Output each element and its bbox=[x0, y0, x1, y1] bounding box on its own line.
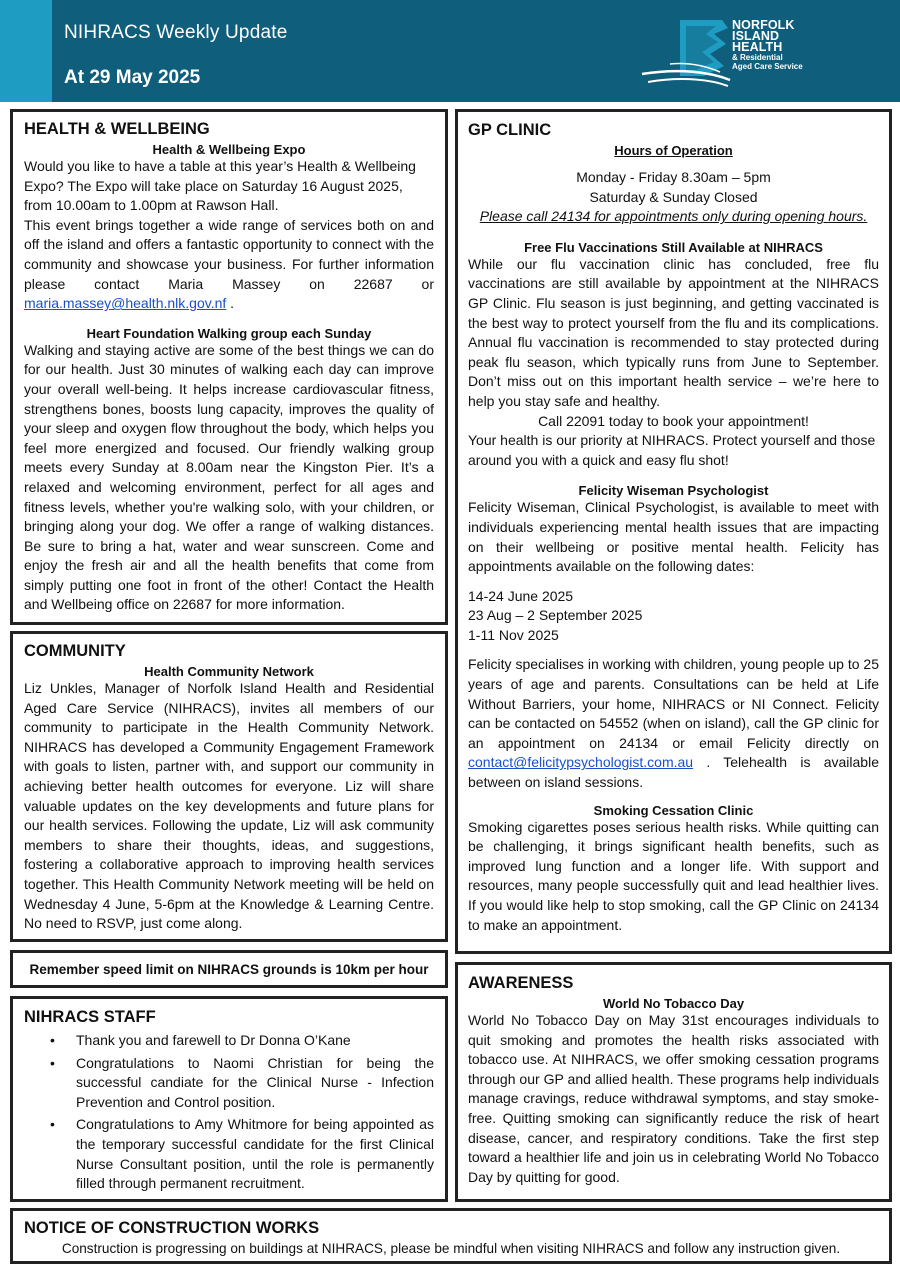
staff-section bbox=[10, 996, 448, 1202]
list-item: • Congratulations to Amy Whitmore for being appointed as the temporary successful candidate for the first Clinical Nurse Consultant position, until the role is permanently filled through permanent recruitment. bbox=[24, 1115, 434, 1193]
list-item: • Thank you and farewell to Dr Donna O’Kane bbox=[24, 1031, 434, 1051]
health-wellbeing-section bbox=[10, 109, 448, 625]
logo-wordmark bbox=[732, 20, 803, 71]
smoking-cessation-paragraph: Smoking cigarettes poses serious health risks. While quitting can be challenging, it brings significant health benefits, such as improved lung function and a longer life. With support and resources, many people successfully quit and lead healthier lives. If you would like help to stop smoking, call the GP Clinic on 24134 to make an appointment. bbox=[468, 818, 879, 933]
speed-limit-notice bbox=[10, 950, 448, 988]
world-no-tobacco-day-paragraph: World No Tobacco Day on May 31st encourages individuals to quit smoking and promotes the health risks associated with tobacco use. At NIHRACS, we offer smoking cessation programs through our GP and allied health. These programs help individuals manage cravings, reduce withdrawal symptoms, and stay smoke-free. Quitting smoking can significantly reduce the risk of heart disease, cancer, and respiratory conditions. Take the first step toward a healthier life and join us in celebrating World No Tobacco Day by quitting for good. bbox=[468, 1012, 879, 1185]
logo-line: Aged Care Service bbox=[732, 62, 803, 71]
smoking-cessation-title: Smoking Cessation Clinic bbox=[593, 802, 754, 818]
flu-paragraph: While our flu vaccination clinic has concluded, free flu vaccinations are still available by appointment at the NIHRACS GP Clinic. Flu season is just beginning, and getting vaccinated is the best way to protect yourself from the flu and its complications. Annual flu vaccination is recommended to stay protected during peak flu season, which typically runs from June to September. Don’t miss out on this important health service – we’re here to help you stay safe and healthy. bbox=[468, 255, 879, 409]
expo-paragraph: Would you like to have a table at this year’s Health & Wellbeing Expo? The Expo will take place on Saturday 16 August 2025, from 10.00am to 1.00pm at Rawson Hall. bbox=[24, 158, 416, 214]
expo-info-end: . bbox=[226, 295, 235, 312]
flu-priority: Your health is our priority at NIHRACS. Protect yourself and those around you with a quick and easy flu shot! bbox=[468, 432, 876, 468]
list-item: 14-24 June 2025 bbox=[468, 587, 574, 604]
newsletter-date: At 29 May 2025 bbox=[64, 67, 201, 88]
psychologist-title: Felicity Wiseman Psychologist bbox=[578, 483, 769, 499]
hours-weekday: Monday - Friday 8.30am – 5pm bbox=[576, 169, 771, 185]
list-item: • Congratulations to Naomi Christian for being the successful candiate for the Clinical Nurse - Infection Prevention and Control position. bbox=[24, 1054, 434, 1113]
psychologist-paragraph: Felicity Wiseman, Clinical Psychologist, is available to meet with individuals experiencing mental health issues that are impacting on their wellbeing or positive mental health. Felicity has appointments available on the following dates: bbox=[468, 499, 879, 575]
psychologist-contact-text: Felicity specialises in working with children, young people up to 25 years of age and parents. Consultations can be held at Life Without Barriers, your home, NIHRACS or NI Connect. Felicity can be contacted on 54552 (when on island), call the GP clinic for an appointment on 24134 or email Felicity directly on bbox=[468, 656, 879, 751]
logo-line: & Residential bbox=[732, 53, 783, 62]
psychologist-contact-paragraph bbox=[468, 655, 879, 792]
walking-group-paragraph: Walking and staying active are some of the best things we can do for our health. Just 30 minutes of walking each day can improve your overall well-being. It helps increase cardiovascular fitness, strengthens bones, boosts lung capacity, improves the quality of your sleep and oxygen flow throughout the body, which helps you feel more energized and focused. Our friendly walking group meets every Sunday at 8.00am near the Kingston Pier. It’s a relaxed and welcoming environment, perfect for all ages and fitness levels, whether you're walking solo, with your children, or bringing along your dog. We offer a range of walking distances. Be sure to bring a hat, water and wear sunscreen. Come and enjoy the fresh air and all the health benefits that come from simply putting one foot in front of the other! Contact the Health and Wellbeing office on 22687 for more information. bbox=[24, 341, 434, 613]
expo-title: Health & Wellbeing Expo bbox=[152, 142, 306, 157]
expo-info-text: This event brings together a wide range of services both on and off the island and offers a fantastic opportunity to connect with the community and showcase your business. For further information please contact Maria Massey on 22687 or bbox=[24, 216, 434, 292]
section-heading: NOTICE OF CONSTRUCTION WORKS bbox=[24, 1219, 320, 1237]
list-item: 1-11 Nov 2025 bbox=[468, 626, 559, 643]
logo-line: ISLAND bbox=[732, 29, 780, 43]
community-network-title: Health Community Network bbox=[144, 664, 314, 679]
psychologist-contact-end: . Telehealth is available between on island sessions. bbox=[468, 754, 879, 791]
newsletter-title: NIHRACS Weekly Update bbox=[64, 22, 288, 43]
hours-weekend: Saturday & Sunday Closed bbox=[589, 188, 758, 205]
section-heading: COMMUNITY bbox=[24, 642, 126, 660]
flu-title: Free Flu Vaccinations Still Available at NIHRACS bbox=[524, 239, 823, 255]
speed-limit-text: Remember speed limit on NIHRACS grounds is 10km per hour bbox=[29, 961, 429, 977]
gp-clinic-section bbox=[455, 109, 892, 954]
community-network-paragraph: Liz Unkles, Manager of Norfolk Island Health and Residential Aged Care Service (NIHRACS), invites all members of our community to participate in the Health Community Network. NIHRACS has developed a Community Engagement Framework with goals to listen, partner with, and support our community in achieving better health outcomes for everyone. Liz will share valuable updates on the key developments and future plans for our health services. Following the update, Liz will ask community members to share their thoughts, ideas, and suggestions, fostering a collaborative approach to improving health services together. This Health Community Network meeting will be held on Wednesday 4 June, 5-6pm at the Knowledge & Learning Centre. No need to RSVP, just come along. bbox=[24, 680, 434, 932]
walking-group-title: Heart Foundation Walking group each Sunday bbox=[86, 325, 372, 341]
construction-notice-section bbox=[10, 1208, 892, 1264]
section-heading: NIHRACS STAFF bbox=[24, 1008, 156, 1026]
header-accent-bar bbox=[0, 0, 52, 102]
list-item: 23 Aug – 2 September 2025 bbox=[468, 607, 643, 624]
hours-note: Please call 24134 for appointments only during opening hours. bbox=[479, 208, 868, 225]
logo-line: NORFOLK bbox=[732, 18, 795, 32]
logo-line: HEALTH bbox=[732, 40, 783, 54]
section-heading: HEALTH & WELLBEING bbox=[24, 120, 210, 138]
world-no-tobacco-day-title: World No Tobacco Day bbox=[602, 996, 745, 1011]
staff-list bbox=[24, 1031, 434, 1194]
section-heading: AWARENESS bbox=[468, 974, 574, 992]
maria-email-link[interactable]: maria.massey@health.nlk.gov.nf bbox=[24, 295, 227, 312]
community-section bbox=[10, 631, 448, 942]
section-heading: GP CLINIC bbox=[468, 121, 552, 139]
page-header bbox=[0, 0, 900, 102]
psychologist-dates bbox=[468, 587, 879, 646]
flu-call: Call 22091 today to book your appointment! bbox=[538, 412, 809, 429]
awareness-section bbox=[455, 962, 892, 1202]
construction-notice-text: Construction is progressing on buildings at NIHRACS, please be mindful when visiting NIHRACS and follow any instruction given. bbox=[61, 1241, 841, 1256]
felicity-email-link[interactable]: contact@felicitypsychologist.com.au bbox=[468, 754, 694, 771]
expo-info-paragraph bbox=[24, 216, 434, 314]
hours-title: Hours of Operation bbox=[614, 143, 733, 158]
